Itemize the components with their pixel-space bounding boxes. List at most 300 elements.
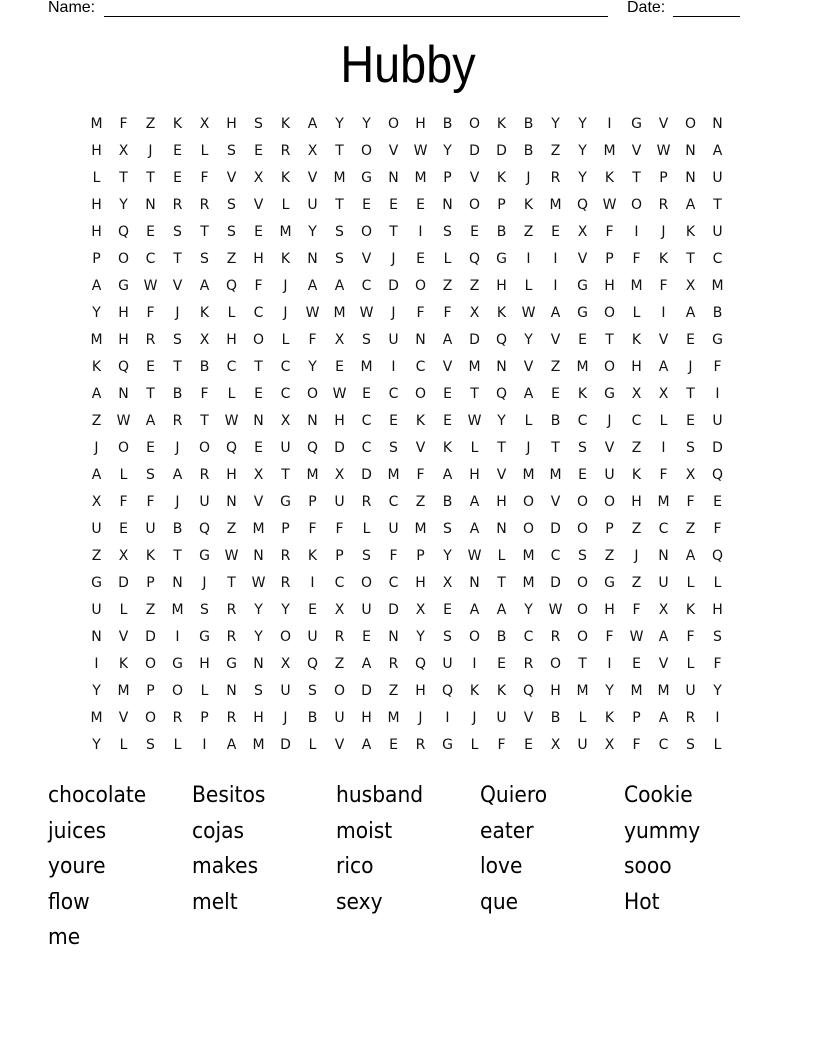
grid-letter[interactable]: N (685, 170, 696, 186)
grid-letter[interactable]: S (227, 143, 236, 159)
grid-letter[interactable]: K (685, 602, 696, 618)
grid-letter[interactable]: L (470, 440, 479, 456)
grid-letter[interactable]: J (202, 575, 207, 591)
grid-letter[interactable]: V (658, 656, 669, 672)
grid-letter[interactable]: B (496, 629, 507, 645)
grid-letter[interactable]: O (117, 440, 130, 456)
grid-letter[interactable]: U (577, 737, 588, 753)
grid-letter[interactable]: K (469, 683, 480, 699)
grid-letter[interactable]: Y (92, 305, 101, 321)
grid-letter[interactable]: M (576, 359, 589, 375)
grid-letter[interactable]: R (172, 413, 183, 429)
grid-letter[interactable]: F (497, 737, 506, 753)
grid-letter[interactable]: T (605, 332, 614, 348)
grid-letter[interactable]: E (254, 386, 263, 402)
grid-letter[interactable]: H (226, 116, 237, 132)
grid-letter[interactable]: C (658, 521, 669, 537)
grid-letter[interactable]: G (280, 494, 291, 510)
grid-letter[interactable]: S (578, 440, 587, 456)
grid-letter[interactable]: E (146, 359, 155, 375)
grid-letter[interactable]: V (172, 278, 183, 294)
grid-letter[interactable]: M (90, 710, 103, 726)
grid-letter[interactable]: I (661, 305, 666, 321)
grid-letter[interactable]: A (442, 467, 453, 483)
grid-letter[interactable]: F (146, 305, 155, 321)
grid-letter[interactable]: H (226, 467, 237, 483)
grid-letter[interactable]: O (279, 629, 292, 645)
grid-letter[interactable]: C (388, 494, 399, 510)
grid-letter[interactable]: S (443, 521, 452, 537)
grid-letter[interactable]: J (148, 143, 153, 159)
grid-letter[interactable]: X (604, 737, 615, 753)
grid-letter[interactable]: L (524, 278, 533, 294)
grid-letter[interactable]: S (362, 548, 371, 564)
grid-letter[interactable]: Q (117, 359, 130, 375)
grid-letter[interactable]: F (686, 494, 695, 510)
grid-letter[interactable]: O (414, 386, 427, 402)
grid-letter[interactable]: H (415, 116, 426, 132)
grid-letter[interactable]: I (607, 116, 612, 132)
grid-letter[interactable]: F (146, 494, 155, 510)
grid-letter[interactable]: F (659, 467, 668, 483)
grid-letter[interactable]: Z (388, 683, 399, 699)
grid-letter[interactable]: X (199, 116, 210, 132)
grid-letter[interactable]: C (280, 386, 291, 402)
grid-letter[interactable]: A (361, 737, 372, 753)
grid-letter[interactable]: S (254, 683, 263, 699)
grid-letter[interactable]: T (497, 575, 506, 591)
grid-letter[interactable]: Y (335, 116, 344, 132)
grid-letter[interactable]: K (604, 710, 615, 726)
grid-letter[interactable]: R (685, 710, 696, 726)
grid-letter[interactable]: W (332, 386, 347, 402)
grid-letter[interactable]: A (685, 548, 696, 564)
grid-letter[interactable]: V (550, 494, 561, 510)
grid-letter[interactable]: Z (631, 575, 642, 591)
grid-letter[interactable]: M (549, 467, 562, 483)
grid-letter[interactable]: P (605, 521, 614, 537)
grid-letter[interactable]: G (199, 629, 210, 645)
grid-letter[interactable]: E (632, 656, 641, 672)
grid-letter[interactable]: V (118, 629, 129, 645)
grid-letter[interactable]: A (658, 359, 669, 375)
grid-letter[interactable]: M (306, 467, 319, 483)
grid-letter[interactable]: I (391, 359, 396, 375)
grid-letter[interactable]: Q (711, 467, 724, 483)
grid-letter[interactable]: B (172, 521, 183, 537)
grid-letter[interactable]: R (226, 710, 237, 726)
grid-letter[interactable]: Z (334, 656, 345, 672)
grid-letter[interactable]: K (631, 332, 642, 348)
grid-letter[interactable]: E (713, 494, 722, 510)
grid-letter[interactable]: W (413, 143, 428, 159)
grid-letter[interactable]: X (334, 332, 345, 348)
grid-letter[interactable]: R (199, 197, 210, 213)
grid-letter[interactable]: A (685, 305, 696, 321)
grid-letter[interactable]: T (200, 413, 209, 429)
grid-letter[interactable]: T (146, 386, 155, 402)
grid-letter[interactable]: V (253, 197, 264, 213)
grid-letter[interactable]: I (310, 575, 315, 591)
grid-letter[interactable]: F (605, 629, 614, 645)
grid-letter[interactable]: J (175, 440, 180, 456)
grid-letter[interactable]: Y (92, 683, 101, 699)
grid-letter[interactable]: M (252, 521, 265, 537)
grid-letter[interactable]: V (118, 710, 129, 726)
grid-letter[interactable]: X (118, 548, 129, 564)
grid-letter[interactable]: U (334, 710, 345, 726)
grid-letter[interactable]: U (91, 602, 102, 618)
grid-letter[interactable]: X (685, 278, 696, 294)
grid-letter[interactable]: Y (362, 116, 371, 132)
grid-letter[interactable]: T (686, 386, 695, 402)
grid-letter[interactable]: D (469, 143, 480, 159)
grid-letter[interactable]: Y (578, 170, 587, 186)
grid-letter[interactable]: H (253, 710, 264, 726)
grid-letter[interactable]: X (199, 332, 210, 348)
grid-letter[interactable]: T (119, 170, 128, 186)
grid-letter[interactable]: H (415, 575, 426, 591)
grid-letter[interactable]: O (630, 197, 643, 213)
grid-letter[interactable]: Q (441, 683, 454, 699)
grid-letter[interactable]: D (388, 602, 399, 618)
grid-letter[interactable]: M (333, 170, 346, 186)
grid-letter[interactable]: D (118, 575, 129, 591)
grid-letter[interactable]: Z (442, 278, 453, 294)
grid-letter[interactable]: Y (551, 116, 560, 132)
grid-letter[interactable]: X (577, 224, 588, 240)
grid-letter[interactable]: X (253, 170, 264, 186)
grid-letter[interactable]: T (173, 251, 182, 267)
grid-letter[interactable]: H (226, 332, 237, 348)
grid-letter[interactable]: E (443, 386, 452, 402)
grid-letter[interactable]: N (442, 197, 453, 213)
grid-letter[interactable]: Q (198, 521, 211, 537)
grid-letter[interactable]: B (442, 116, 453, 132)
grid-letter[interactable]: L (92, 170, 101, 186)
grid-letter[interactable]: J (283, 278, 288, 294)
grid-letter[interactable]: O (360, 143, 373, 159)
grid-letter[interactable]: S (335, 224, 344, 240)
grid-letter[interactable]: L (632, 305, 641, 321)
grid-letter[interactable]: Y (578, 116, 587, 132)
grid-letter[interactable]: F (632, 737, 641, 753)
grid-letter[interactable]: P (605, 251, 614, 267)
grid-letter[interactable]: X (469, 305, 480, 321)
grid-letter[interactable]: Q (306, 656, 319, 672)
grid-letter[interactable]: C (226, 359, 237, 375)
grid-letter[interactable]: I (607, 656, 612, 672)
grid-letter[interactable]: Y (308, 359, 317, 375)
grid-letter[interactable]: T (173, 548, 182, 564)
grid-letter[interactable]: M (333, 305, 346, 321)
grid-letter[interactable]: A (658, 710, 669, 726)
grid-letter[interactable]: J (94, 440, 99, 456)
grid-letter[interactable]: G (361, 170, 372, 186)
grid-letter[interactable]: L (227, 305, 236, 321)
grid-letter[interactable]: O (576, 575, 589, 591)
grid-letter[interactable]: D (550, 575, 561, 591)
grid-letter[interactable]: K (118, 656, 129, 672)
grid-letter[interactable]: R (226, 602, 237, 618)
grid-letter[interactable]: S (578, 548, 587, 564)
grid-letter[interactable]: U (361, 602, 372, 618)
grid-letter[interactable]: V (226, 170, 237, 186)
grid-letter[interactable]: N (253, 413, 264, 429)
grid-letter[interactable]: M (576, 683, 589, 699)
grid-letter[interactable]: P (146, 575, 155, 591)
grid-letter[interactable]: C (280, 359, 291, 375)
grid-letter[interactable]: T (470, 386, 479, 402)
grid-letter[interactable]: G (496, 251, 507, 267)
grid-letter[interactable]: X (334, 602, 345, 618)
grid-letter[interactable]: N (226, 494, 237, 510)
grid-letter[interactable]: Y (443, 143, 452, 159)
grid-letter[interactable]: O (603, 359, 616, 375)
grid-letter[interactable]: Z (631, 521, 642, 537)
grid-letter[interactable]: H (496, 494, 507, 510)
grid-letter[interactable]: E (389, 737, 398, 753)
grid-letter[interactable]: D (361, 467, 372, 483)
grid-letter[interactable]: O (576, 629, 589, 645)
grid-letter[interactable]: M (630, 278, 643, 294)
grid-letter[interactable]: H (604, 602, 615, 618)
grid-letter[interactable]: H (604, 278, 615, 294)
grid-letter[interactable]: S (686, 440, 695, 456)
grid-letter[interactable]: X (550, 737, 561, 753)
grid-letter[interactable]: V (523, 710, 534, 726)
grid-letter[interactable]: N (307, 413, 318, 429)
grid-letter[interactable]: A (685, 197, 696, 213)
grid-letter[interactable]: X (631, 386, 642, 402)
grid-letter[interactable]: P (308, 494, 317, 510)
grid-letter[interactable]: B (307, 710, 318, 726)
grid-letter[interactable]: V (334, 737, 345, 753)
grid-letter[interactable]: M (90, 116, 103, 132)
grid-letter[interactable]: H (550, 683, 561, 699)
grid-letter[interactable]: X (442, 575, 453, 591)
grid-letter[interactable]: C (712, 251, 723, 267)
grid-letter[interactable]: Z (550, 359, 561, 375)
grid-letter[interactable]: K (604, 170, 615, 186)
grid-letter[interactable]: Q (522, 683, 535, 699)
grid-letter[interactable]: V (361, 251, 372, 267)
grid-letter[interactable]: R (361, 494, 372, 510)
grid-letter[interactable]: M (171, 602, 184, 618)
grid-letter[interactable]: E (146, 440, 155, 456)
grid-letter[interactable]: A (307, 116, 318, 132)
grid-letter[interactable]: V (550, 332, 561, 348)
grid-letter[interactable]: U (712, 170, 723, 186)
grid-letter[interactable]: S (146, 467, 155, 483)
grid-letter[interactable]: O (468, 197, 481, 213)
grid-letter[interactable]: X (415, 602, 426, 618)
grid-letter[interactable]: L (470, 737, 479, 753)
grid-letter[interactable]: T (713, 197, 722, 213)
grid-letter[interactable]: S (713, 629, 722, 645)
grid-letter[interactable]: F (308, 521, 317, 537)
grid-letter[interactable]: F (713, 521, 722, 537)
grid-letter[interactable]: F (389, 548, 398, 564)
grid-letter[interactable]: Y (578, 143, 587, 159)
grid-letter[interactable]: Y (605, 683, 614, 699)
grid-letter[interactable]: X (658, 602, 669, 618)
grid-letter[interactable]: D (145, 629, 156, 645)
grid-letter[interactable]: U (388, 332, 399, 348)
grid-letter[interactable]: A (307, 278, 318, 294)
grid-letter[interactable]: K (280, 170, 291, 186)
grid-letter[interactable]: M (549, 197, 562, 213)
grid-letter[interactable]: N (118, 386, 129, 402)
grid-letter[interactable]: E (254, 224, 263, 240)
grid-letter[interactable]: S (200, 602, 209, 618)
grid-letter[interactable]: O (522, 521, 535, 537)
grid-letter[interactable]: M (711, 278, 724, 294)
grid-letter[interactable]: J (418, 710, 423, 726)
grid-letter[interactable]: V (388, 143, 399, 159)
grid-letter[interactable]: R (415, 737, 426, 753)
grid-letter[interactable]: F (119, 494, 128, 510)
grid-letter[interactable]: E (551, 386, 560, 402)
grid-letter[interactable]: I (526, 251, 531, 267)
grid-letter[interactable]: A (469, 602, 480, 618)
grid-letter[interactable]: L (173, 737, 182, 753)
grid-letter[interactable]: D (280, 737, 291, 753)
grid-letter[interactable]: F (632, 251, 641, 267)
grid-letter[interactable]: F (605, 224, 614, 240)
grid-letter[interactable]: M (414, 521, 427, 537)
grid-letter[interactable]: O (603, 305, 616, 321)
grid-letter[interactable]: U (145, 521, 156, 537)
grid-letter[interactable]: R (334, 629, 345, 645)
grid-letter[interactable]: C (550, 548, 561, 564)
grid-letter[interactable]: G (91, 575, 102, 591)
grid-letter[interactable]: W (116, 413, 131, 429)
grid-letter[interactable]: I (661, 440, 666, 456)
grid-letter[interactable]: V (442, 359, 453, 375)
grid-letter[interactable]: T (146, 170, 155, 186)
grid-letter[interactable]: K (91, 359, 102, 375)
grid-letter[interactable]: K (523, 197, 534, 213)
grid-letter[interactable]: P (146, 683, 155, 699)
grid-letter[interactable]: Z (604, 548, 615, 564)
grid-letter[interactable]: O (144, 710, 157, 726)
grid-letter[interactable]: F (443, 305, 452, 321)
grid-letter[interactable]: C (361, 278, 372, 294)
grid-letter[interactable]: E (119, 521, 128, 537)
grid-letter[interactable]: P (443, 170, 452, 186)
grid-letter[interactable]: W (467, 413, 482, 429)
grid-letter[interactable]: D (469, 332, 480, 348)
grid-letter[interactable]: Z (226, 521, 237, 537)
grid-letter[interactable]: A (550, 305, 561, 321)
grid-letter[interactable]: K (496, 683, 507, 699)
grid-letter[interactable]: I (418, 224, 423, 240)
grid-letter[interactable]: Q (306, 440, 319, 456)
grid-letter[interactable]: E (362, 629, 371, 645)
grid-letter[interactable]: L (713, 737, 722, 753)
grid-letter[interactable]: H (91, 224, 102, 240)
grid-letter[interactable]: A (469, 521, 480, 537)
grid-letter[interactable]: M (360, 359, 373, 375)
grid-letter[interactable]: G (199, 548, 210, 564)
grid-letter[interactable]: S (173, 224, 182, 240)
grid-letter[interactable]: E (416, 251, 425, 267)
grid-letter[interactable]: K (442, 440, 453, 456)
grid-letter[interactable]: J (283, 710, 288, 726)
grid-letter[interactable]: A (91, 278, 102, 294)
grid-letter[interactable]: T (686, 251, 695, 267)
grid-letter[interactable]: L (308, 737, 317, 753)
grid-letter[interactable]: N (712, 116, 723, 132)
grid-letter[interactable]: H (712, 602, 723, 618)
grid-letter[interactable]: X (280, 656, 291, 672)
grid-letter[interactable]: F (254, 278, 263, 294)
grid-letter[interactable]: F (686, 629, 695, 645)
grid-letter[interactable]: V (307, 170, 318, 186)
grid-letter[interactable]: V (415, 440, 426, 456)
grid-letter[interactable]: S (443, 224, 452, 240)
grid-letter[interactable]: P (632, 710, 641, 726)
grid-letter[interactable]: M (522, 467, 535, 483)
grid-letter[interactable]: C (523, 629, 534, 645)
grid-letter[interactable]: H (496, 278, 507, 294)
grid-letter[interactable]: I (472, 656, 477, 672)
grid-letter[interactable]: E (524, 737, 533, 753)
grid-letter[interactable]: C (631, 413, 642, 429)
grid-letter[interactable]: J (661, 224, 666, 240)
grid-letter[interactable]: N (226, 683, 237, 699)
grid-letter[interactable]: W (656, 143, 671, 159)
grid-letter[interactable]: C (388, 575, 399, 591)
grid-letter[interactable]: K (496, 305, 507, 321)
grid-letter[interactable]: B (496, 224, 507, 240)
grid-letter[interactable]: X (307, 143, 318, 159)
grid-letter[interactable]: E (173, 143, 182, 159)
grid-letter[interactable]: S (443, 629, 452, 645)
grid-letter[interactable]: Y (416, 629, 425, 645)
name-field-line[interactable] (104, 16, 608, 17)
grid-letter[interactable]: K (307, 548, 318, 564)
grid-letter[interactable]: E (389, 197, 398, 213)
grid-letter[interactable]: Q (495, 386, 508, 402)
grid-letter[interactable]: A (658, 629, 669, 645)
grid-letter[interactable]: F (416, 467, 425, 483)
grid-letter[interactable]: F (335, 521, 344, 537)
grid-letter[interactable]: V (523, 359, 534, 375)
grid-letter[interactable]: L (119, 602, 128, 618)
grid-letter[interactable]: F (632, 602, 641, 618)
grid-letter[interactable]: F (308, 332, 317, 348)
grid-letter[interactable]: W (143, 278, 158, 294)
grid-letter[interactable]: N (415, 332, 426, 348)
grid-letter[interactable]: U (199, 494, 210, 510)
grid-letter[interactable]: H (334, 413, 345, 429)
grid-letter[interactable]: Q (225, 440, 238, 456)
grid-letter[interactable]: R (199, 467, 210, 483)
grid-letter[interactable]: A (145, 413, 156, 429)
grid-letter[interactable]: A (91, 467, 102, 483)
grid-letter[interactable]: N (91, 629, 102, 645)
grid-letter[interactable]: Q (225, 278, 238, 294)
grid-letter[interactable]: B (442, 494, 453, 510)
grid-letter[interactable]: E (254, 143, 263, 159)
grid-letter[interactable]: W (602, 197, 617, 213)
grid-letter[interactable]: E (443, 602, 452, 618)
grid-letter[interactable]: T (578, 656, 587, 672)
grid-letter[interactable]: F (119, 116, 128, 132)
grid-letter[interactable]: U (685, 683, 696, 699)
